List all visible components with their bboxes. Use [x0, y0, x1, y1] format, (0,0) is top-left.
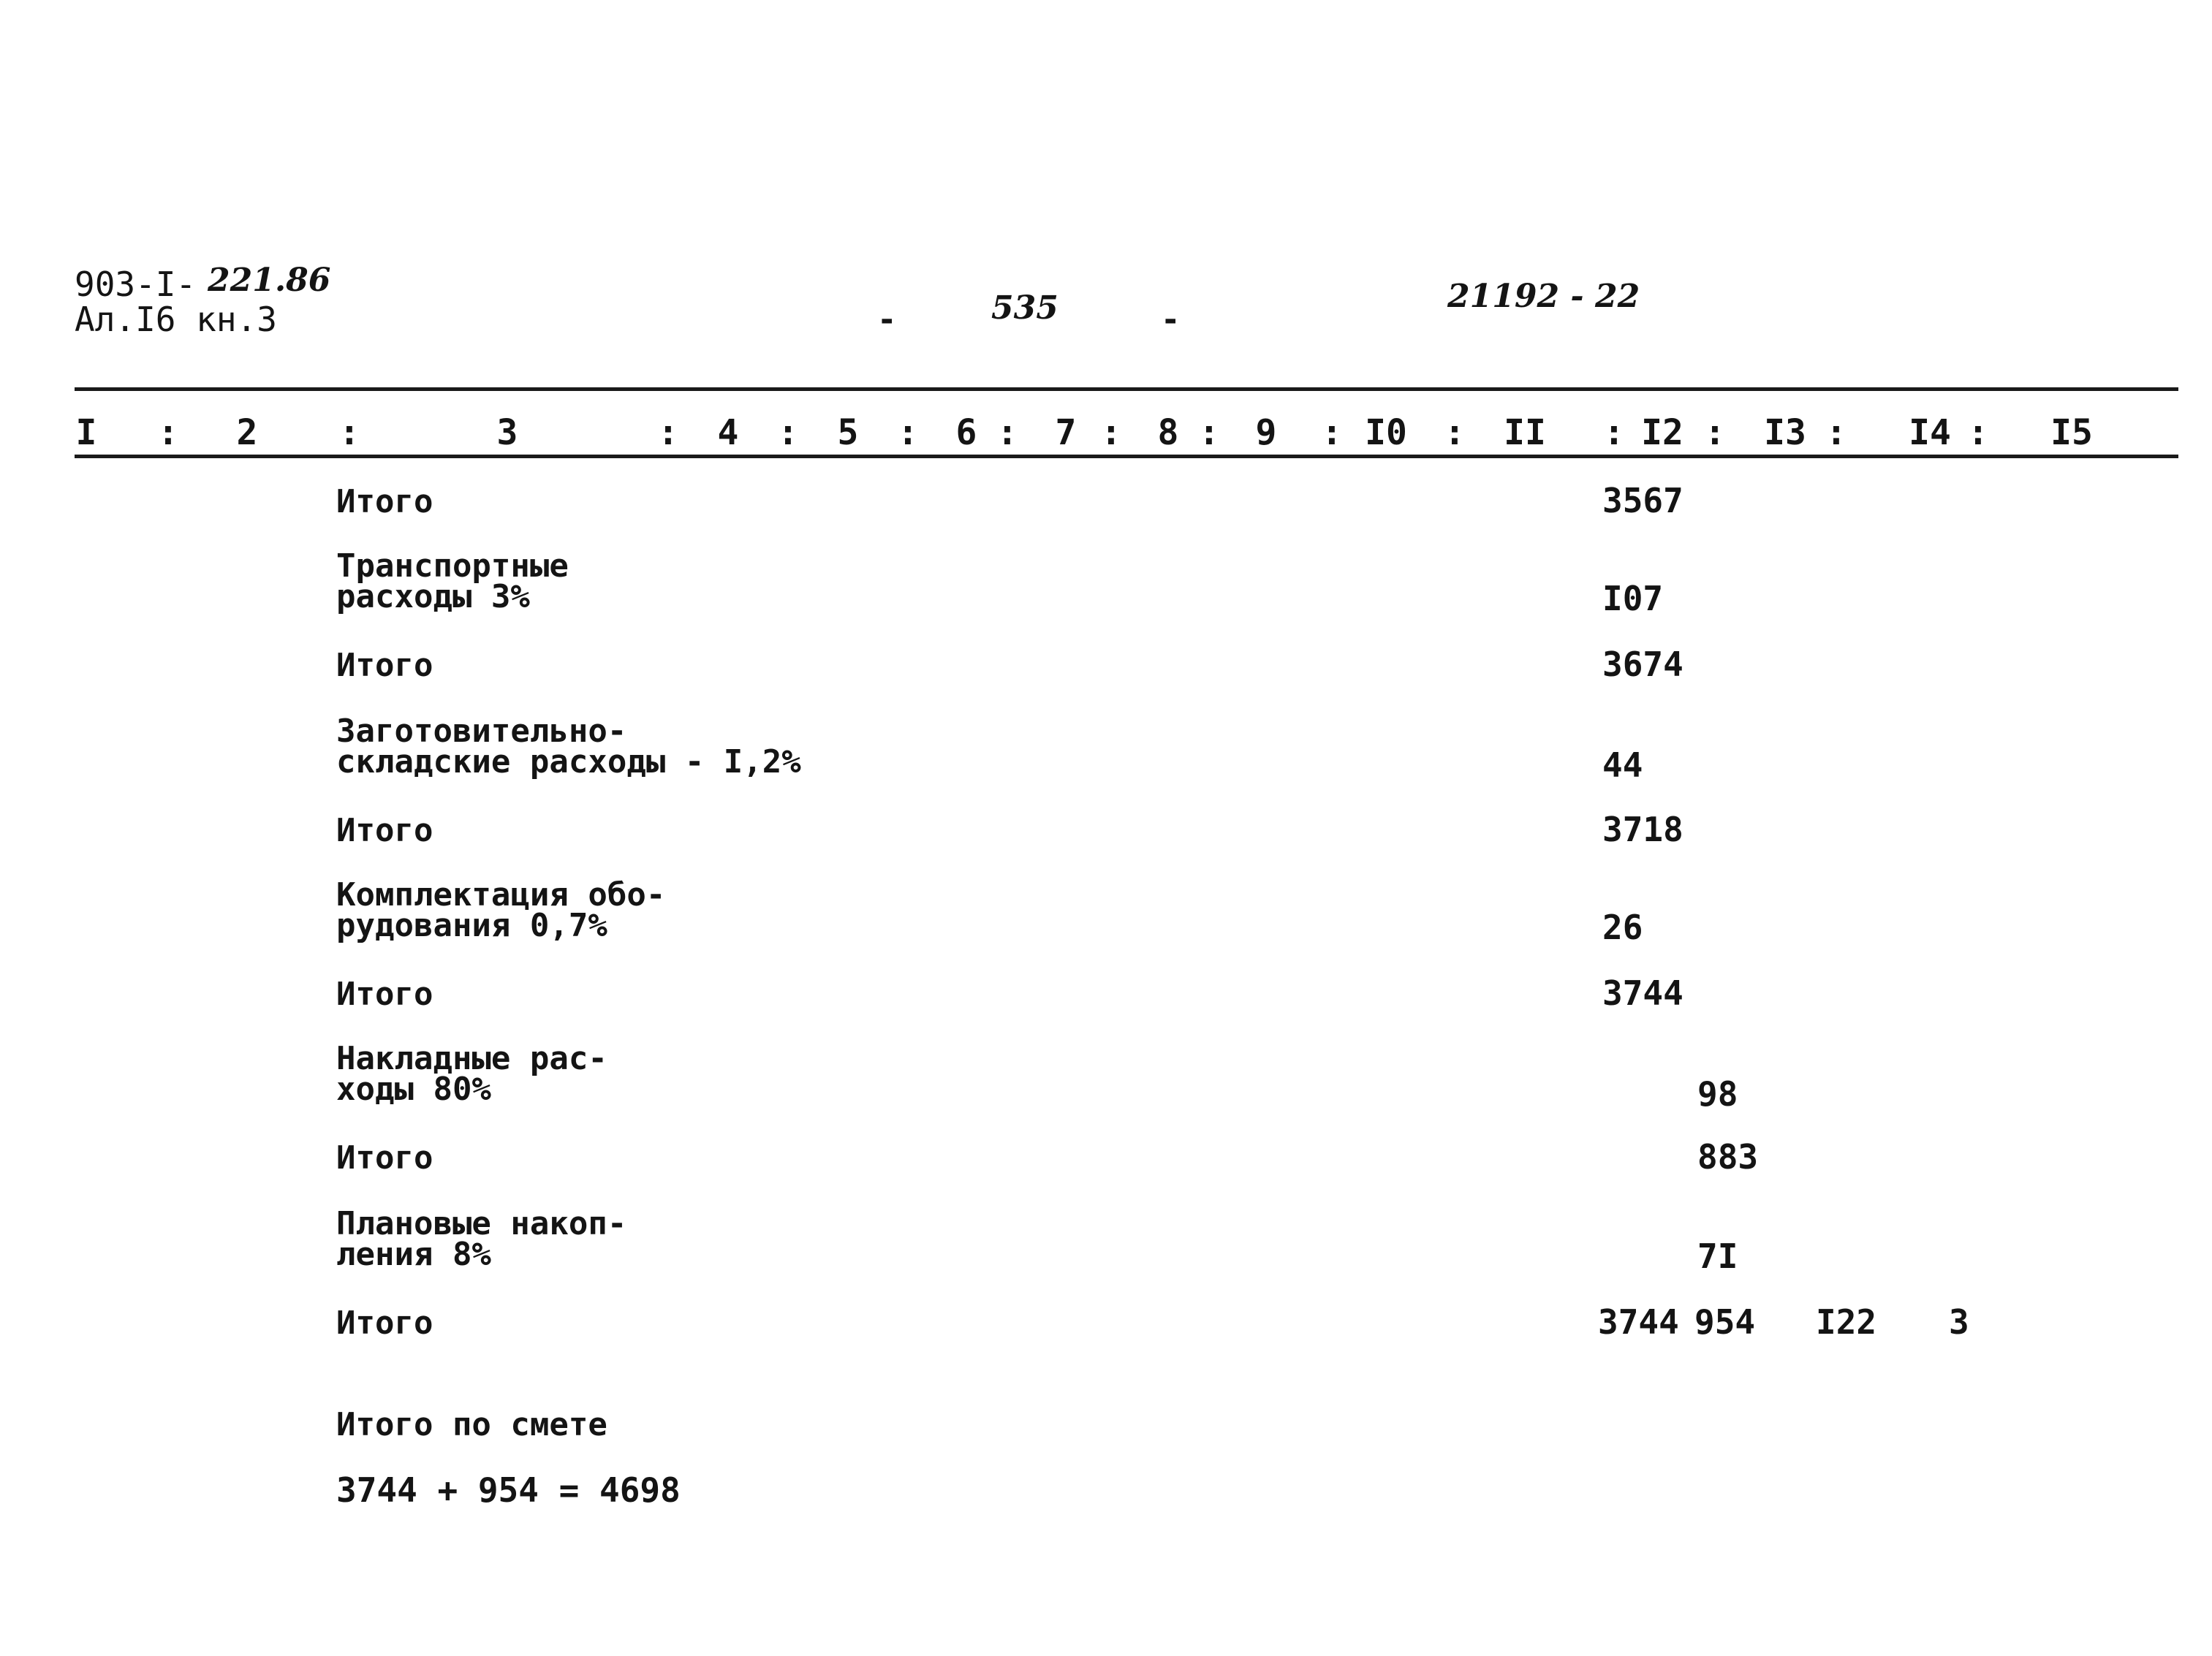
row-label-line: ходы 80% [336, 1071, 491, 1108]
row-value-col12: 3744 [1602, 973, 1683, 1013]
row-label-line: Итого [336, 647, 433, 684]
row-value-col12: 3567 [1602, 481, 1683, 520]
col-separator: : [1825, 412, 1847, 453]
row-value-col13: 883 [1697, 1137, 1759, 1177]
row-label-line: Итого [336, 976, 433, 1013]
col-separator: : [1603, 412, 1625, 453]
dash-left: - [877, 301, 897, 338]
row-label-line: Транспортные [336, 547, 569, 585]
row-label [336, 976, 433, 1013]
row-label-line: ления 8% [336, 1236, 491, 1273]
row-label [336, 1040, 607, 1108]
row-value-col13: 98 [1697, 1074, 1738, 1114]
dash-right: - [1161, 301, 1181, 338]
row-label [336, 483, 433, 520]
col-separator: : [1198, 412, 1220, 453]
col-header-5: 5 [837, 412, 859, 453]
row-value-col12: 44 [1602, 745, 1643, 785]
col-header-6: 6 [955, 412, 977, 453]
row-value-col12: I07 [1602, 579, 1664, 618]
col-separator: : [1967, 412, 1989, 453]
row-label [336, 876, 666, 944]
col-header-7: 7 [1055, 412, 1077, 453]
row-value-col12: 3744 [1598, 1302, 1679, 1342]
row-value-col14: I22 [1816, 1302, 1877, 1342]
col-header-2: 2 [236, 412, 258, 453]
row-value-col12: 3718 [1602, 810, 1683, 849]
col-separator: : [996, 412, 1018, 453]
col-separator: : [157, 412, 179, 453]
col-separator: : [1100, 412, 1122, 453]
row-label [336, 1205, 627, 1273]
row-label [336, 1304, 433, 1342]
col-separator: : [1704, 412, 1726, 453]
row-label-line: рудования 0,7% [336, 907, 607, 944]
row-label-line: Итого [336, 812, 433, 849]
row-value-col13: 7I [1697, 1237, 1738, 1276]
row-label-line: Итого [336, 483, 433, 520]
row-label [336, 812, 433, 849]
top-rule [75, 387, 2178, 391]
page-number: 535 [991, 289, 1058, 327]
col-header-15: I5 [2050, 412, 2093, 453]
col-header-9: 9 [1255, 412, 1277, 453]
row-label-line: Плановые накоп- [336, 1205, 627, 1242]
row-label [336, 547, 569, 615]
col-header-11: II [1504, 412, 1546, 453]
row-label [336, 1139, 433, 1177]
row-label-line: Итого [336, 1139, 433, 1177]
row-label-line: Накладные рас- [336, 1040, 607, 1077]
row-value-col12: 3674 [1602, 645, 1683, 684]
row-label-line: складские расходы - I,2% [336, 743, 801, 780]
col-header-10: I0 [1365, 412, 1407, 453]
row-value-col15: 3 [1949, 1302, 1969, 1342]
col-header-13: I3 [1764, 412, 1806, 453]
col-separator: : [897, 412, 919, 453]
col-separator: : [657, 412, 679, 453]
summary-formula: 3744 + 954 = 4698 [336, 1470, 681, 1510]
row-label-line: Заготовительно- [336, 713, 627, 750]
row-label-line: Комплектация обо- [336, 876, 666, 914]
series-prefix: 903-I- [75, 265, 197, 304]
document-code: 21192 - 22 [1447, 278, 1640, 315]
col-separator: : [777, 412, 799, 453]
row-label [336, 713, 801, 780]
col-separator: : [1444, 412, 1466, 453]
col-separator: : [1321, 412, 1343, 453]
summary-title: Итого по смете [336, 1406, 607, 1443]
col-header-3: 3 [496, 412, 518, 453]
row-value-col12: 26 [1602, 908, 1643, 947]
col-header-8: 8 [1157, 412, 1179, 453]
col-separator: : [338, 412, 360, 453]
col-header-12: I2 [1641, 412, 1683, 453]
col-header-1: I [75, 412, 97, 453]
album-book: Ал.I6 кн.3 [75, 300, 277, 339]
col-header-14: I4 [1909, 412, 1951, 453]
row-label-line: Итого [336, 1304, 433, 1342]
col-header-4: 4 [717, 412, 739, 453]
series-number: 221.86 [208, 262, 331, 299]
row-value-col13: 954 [1694, 1302, 1756, 1342]
row-label [336, 647, 433, 684]
row-label-line: расходы 3% [336, 578, 530, 615]
header-rule [75, 455, 2178, 458]
